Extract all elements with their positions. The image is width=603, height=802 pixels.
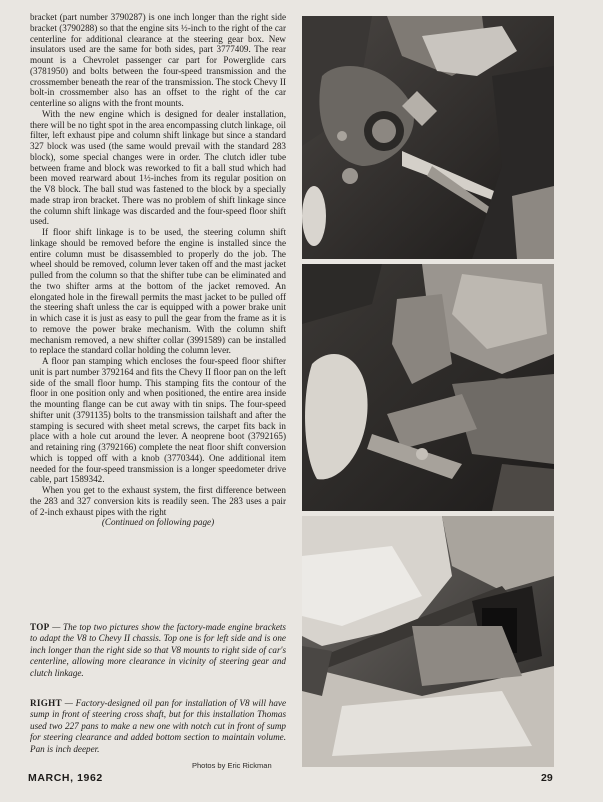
caption-right <box>30 698 286 755</box>
caption-top-text: — The top two pictures show the factory-made engine brackets to adapt the V8 to Chevy II chassis. Top one is for left side and is one inch longer than the right side so that V8 mounts to right side of car's centerline, allowing more clearance in vicinity of steering gear and clutch linkage. <box>30 622 286 678</box>
caption-right-text: — Factory-designed oil pan for installation of V8 will have sump in front of steering cross shaft, but for this installation Thomas used two 227 pans to make a new one with notch cut in front of sump for steering clearance and added bottom section to maintain volume. Pan is inch deeper. <box>30 698 286 754</box>
article-paragraph-5: When you get to the exhaust system, the first difference between the 283 and 327 conversion kits is readily seen. The 283 uses a pair of 2-inch exhaust pipes with the right <box>30 485 286 517</box>
article-paragraph-1: bracket (part number 3790287) is one inch longer than the right side bracket (3790288) so that the engine sits ½-inch to the right of the car centerline for additional clearance at the steering gear box. New insulators used are the same for both sides, part 3777409. The rear mount is a Chevrolet passenger car part for Powerglide cars (3781950) and bolts between the four-speed transmission and the crossmember beneath the rear of the transmission. The stock Chevy II bolt-in crossmember also has an offset to the right of the car centerline so aligns with the front mounts. <box>30 12 286 108</box>
photo-right-engine-bracket <box>302 264 554 511</box>
continued-notice: (Continued on following page) <box>101 517 215 528</box>
photo-oil-pan <box>302 516 554 767</box>
article-paragraph-4: A floor pan stamping which encloses the four-speed floor shifter unit is part number 3792164 and fits the Chevy II floor pan on the left side of the small floor hump. This stamping fits the contour of the floor in one position only and when positioned, the entire area inside the mounting flange can be cut away with tin snips. The four-speed shifter unit (3791135) bolts to the transmission tailshaft and after the stamping is secured with sheet metal screws, the carpet fits back in place with a hole cut around the lever. A neoprene boot (3792165) and retaining ring (3792166) complete the neat floor shift conversion which is topped off with a knob (3770344). One additional item needed for the four-speed transmission is a longer speedometer drive cable, part 1589342. <box>30 356 286 485</box>
photo-left-engine-bracket <box>302 16 554 259</box>
article-paragraph-3: If floor shift linkage is to be used, the steering column shift linkage should be removed before the engine is installed since the entire column must be disassembled to properly do the job. The wheel should be removed, column lever taken off and the mast jacket pulled from the column so that the shifter tube can be eliminated and the two shifter arms at the bottom of the jacket removed. An elongated hole in the firewall permits the mast jacket to be pulled off the steering shaft unless the car is equipped with a power brake unit in which case it is just as easy to pull the gear from the frame as it is to remove the power brake mechanism. With the column shift mechanism removed, a new shifter collar (3991589) can be installed to replace the standard collar holding the column lever. <box>30 227 286 356</box>
article-paragraph-2: With the new engine which is designed for dealer installation, there will be no tight spot in the area encompassing clutch linkage, oil filter, left exhaust pipe and column shift linkage but since a standard 327 block was used (the same would prevail with the standard 283 block), some special changes were in order. The clutch idler tube between frame and block was reworked to fit a ball stud which had been moved rearward about 1½-inches from its regular position on the V8 block. The ball stud was fastened to the block by a specially made strap iron bracket. There was no problem of shift linkage since the column shift linkage was discarded and the four-speed floor shift used. <box>30 108 286 227</box>
article-text-column <box>30 12 286 528</box>
caption-right-lead: RIGHT <box>30 698 62 708</box>
caption-top-lead: TOP <box>30 622 50 632</box>
caption-top <box>30 622 286 679</box>
photo-credit: Photos by Eric Rickman <box>192 761 272 770</box>
footer-date: MARCH, 1962 <box>28 772 103 784</box>
page-number: 29 <box>541 772 553 784</box>
